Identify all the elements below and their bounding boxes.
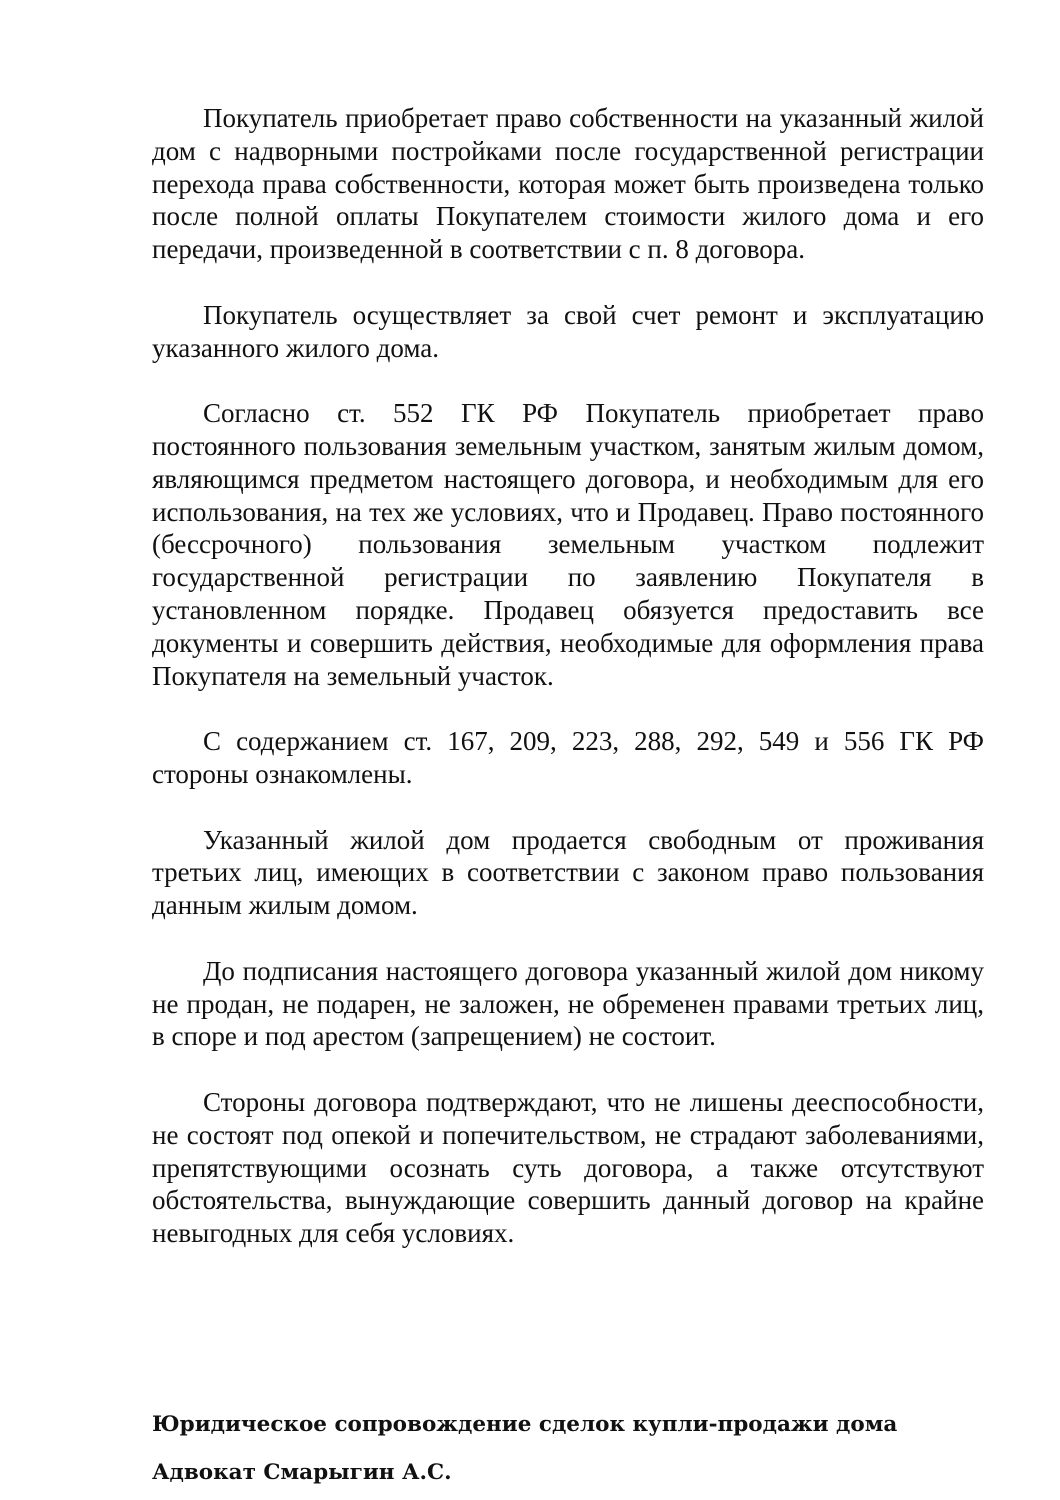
paragraph-free-of-occupants: Указанный жилой дом продается свободным от проживания третьих лиц, имеющих в соответствии с законом право пользования данным жилым домом.: [152, 824, 984, 921]
paragraph-ownership-transfer: Покупатель приобретает право собственности на указанный жилой дом с надворными постройками после государственной регистрации перехода права собственности, которая может быть произведена только после полной оплаты Покупателем стоимости жилого дома и его передачи, произведенной в соответствии с п. 8 договора.: [152, 103, 984, 265]
footer-author-line: Адвокат Смарыгин А.С.: [152, 1460, 452, 1485]
footer-service-line: Юридическое сопровождение сделок купли-продажи дома: [152, 1412, 898, 1437]
paragraph-capacity-confirmation: Стороны договора подтверждают, что не лишены дееспособности, не состоят под опекой и попечительством, не страдают заболеваниями, препятствующими осознать суть договора, а также отсутствуют обстоятельства, вынуждающие совершить данный договор на крайне невыгодных для себя условиях.: [152, 1086, 984, 1249]
paragraph-articles-acknowledged: С содержанием ст. 167, 209, 223, 288, 292, 549 и 556 ГК РФ стороны ознакомлены.: [152, 726, 984, 789]
paragraph-repair-maintenance: Покупатель осуществляет за свой счет ремонт и эксплуатацию указанного жилого дома.: [152, 299, 984, 363]
paragraph-land-use-right: Согласно ст. 552 ГК РФ Покупатель приобретает право постоянного пользования земельным участком, занятым жилым домом, являющимся предметом настоящего договора, и необходимым для его использования, на тех же условиях, что и Продавец. Право постоянного (бессрочного) пользования земельным участком подлежит государственной регистрации по заявлению Покупателя в установленном порядке. Продавец обязуется предоставить все документы и совершить действия, необходимые для оформления права Покупателя на земельный участок.: [152, 398, 984, 691]
paragraph-no-encumbrances: До подписания настоящего договора указанный жилой дом никому не продан, не подарен, не заложен, не обременен правами третьих лиц, в споре и под арестом (запрещением) не состоит.: [152, 955, 984, 1052]
document-body: [152, 102, 984, 1283]
